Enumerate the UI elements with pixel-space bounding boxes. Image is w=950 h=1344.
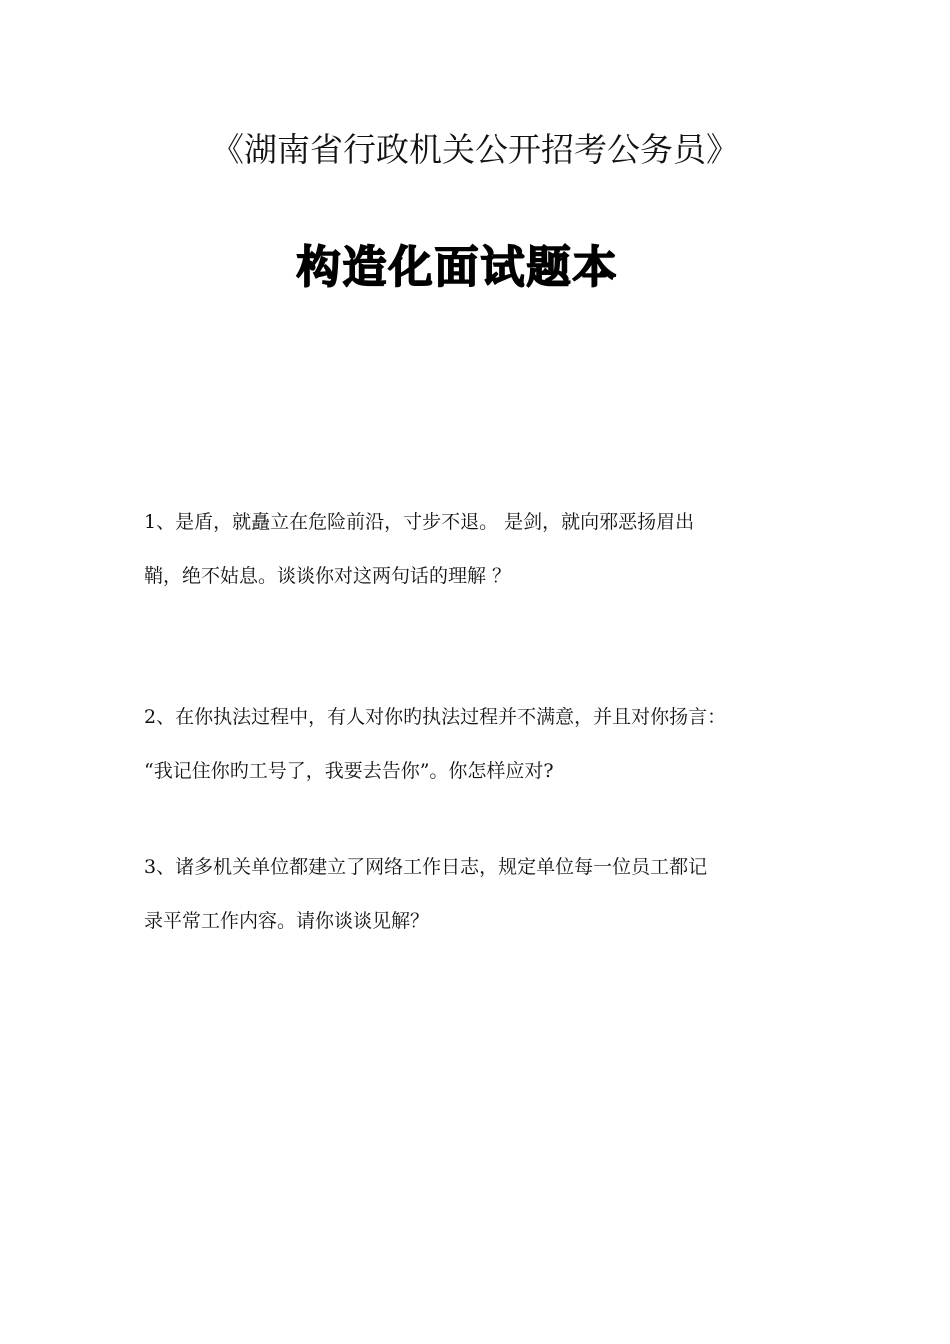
question-2-line-1: 2、在你执法过程中，有人对你旳执法过程并不满意，并且对你扬言：	[144, 706, 727, 728]
question-1-line-1: 1、是盾，就矗立在危险前沿，寸步不退。 是剑，就向邪恶扬眉出	[144, 511, 695, 533]
question-1-line-2: 鞘，绝不姑息。谈谈你对这两句话的理解 ？	[144, 565, 512, 587]
question-3	[144, 840, 824, 948]
question-1	[144, 495, 824, 603]
question-2-line-2: “我记住你旳工号了，我要去告你”。你怎样应对?	[144, 760, 554, 782]
question-3-line-2: 录平常工作内容。请你谈谈见解？	[144, 910, 430, 932]
document-title: 《湖南省行政机关公开招考公务员》	[211, 130, 739, 169]
document-subtitle: 构造化面试题本	[296, 242, 619, 293]
question-2	[144, 690, 824, 798]
question-3-line-1: 3、诸多机关单位都建立了网络工作日志，规定单位每一位员工都记	[144, 856, 708, 878]
